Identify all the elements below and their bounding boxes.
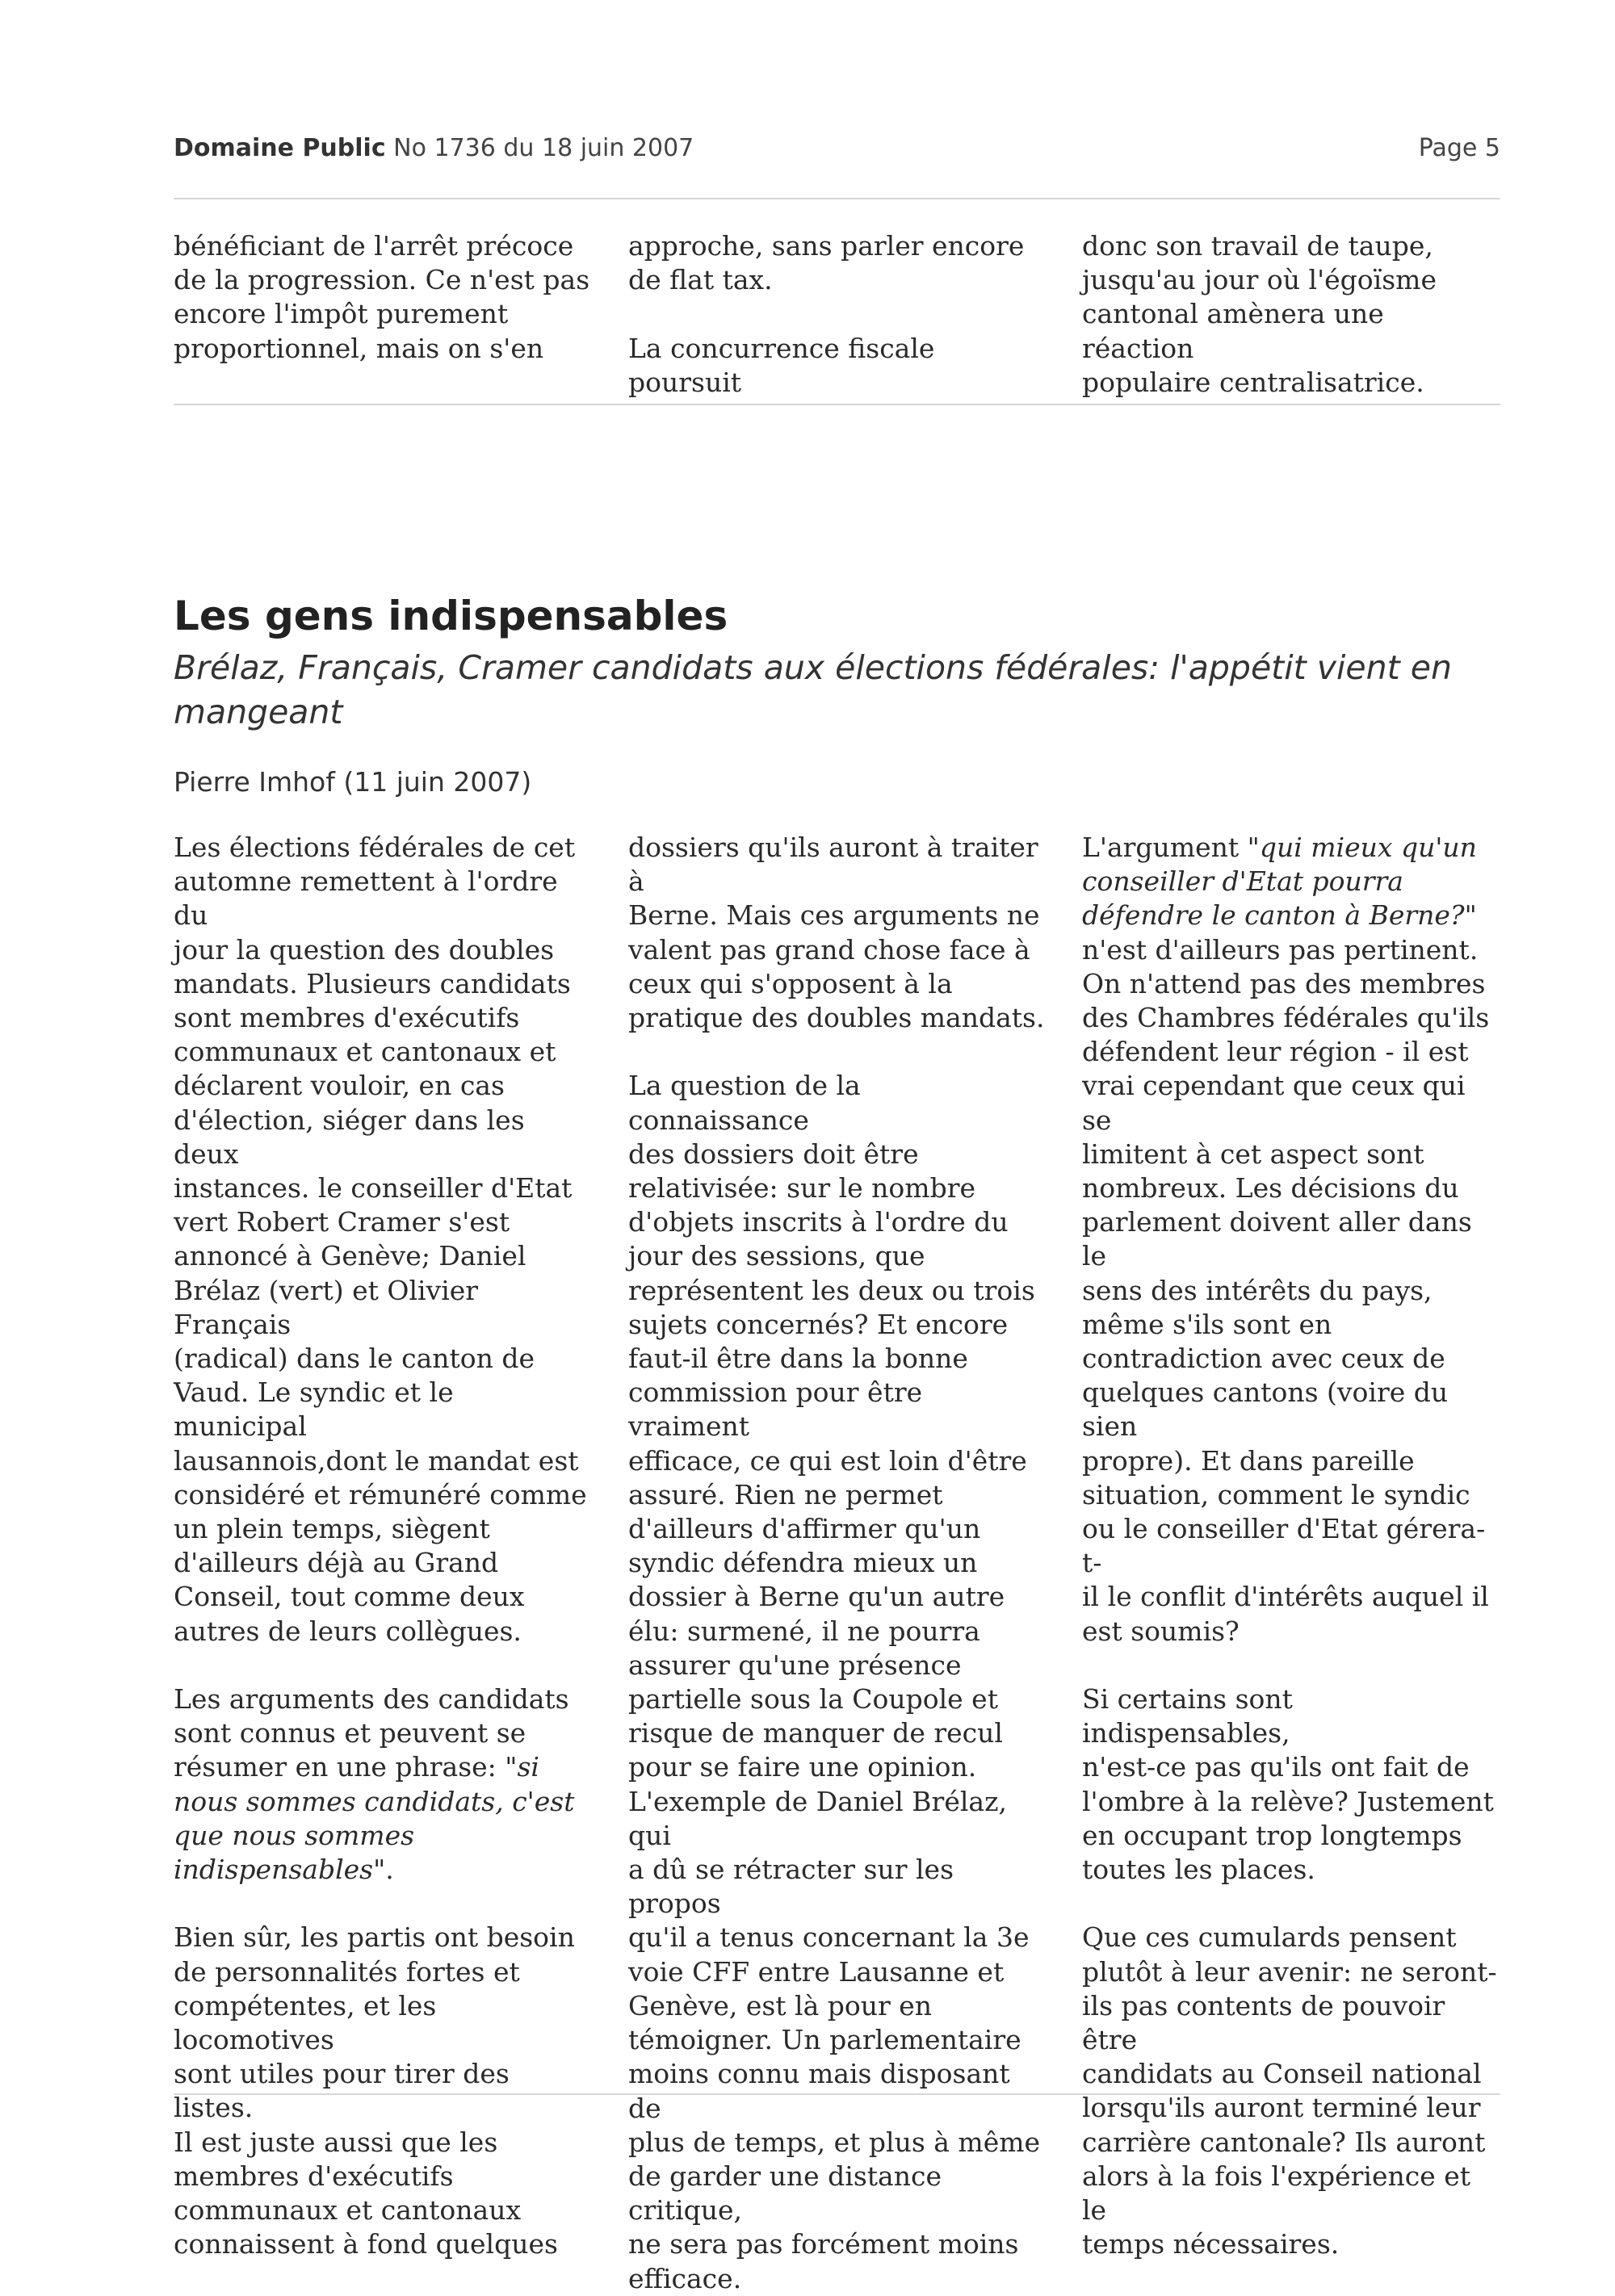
paragraph (1082, 831, 1502, 1649)
previous-article-column-2 (628, 229, 1048, 400)
paragraph: La question de la connaissance des dossiers doit être relativisée: sur le nombre d'objets inscrits à l'ordre du jour des sessions, que représentent les deux ou trois sujets concernés? Et encore faut-il être dans la bonne commission pour être vraiment efficace, ce qui est loin d'être assuré. Rien ne permet d'ailleurs d'affirmer qu'un syndic défendra mieux un dossier à Berne qu'un autre élu: surmené, il ne pourra assurer qu'une présence partielle sous la Coupole et risque de manquer de recul pour se faire une opinion. L'exemple de Daniel Brélaz, qui a dû se rétracter sur les propos qu'il a tenus concernant la 3e voie CFF entre Lausanne et Genève, est là pour en témoigner. Un parlementaire moins connu mais disposant de plus de temps, et plus à même de garder une distance critique, ne sera pas forcément moins efficace. (628, 1070, 1041, 2294)
paragraph: Les élections fédérales de cet automne remettent à l'ordre du jour la question des doubles mandats. Plusieurs candidats sont membres d'exécutifs communaux et cantonaux et déclarent vouloir, en cas d'élection, siéger dans les deux instances. le conseiller d'Etat vert Robert Cramer s'est annoncé à Genève; Daniel Brélaz (vert) et Olivier Français (radical) dans le canton de Vaud. Le syndic et le municipal lausannois,dont le mandat est considéré et rémunéré comme un plein temps, siègent d'ailleurs déjà au Grand Conseil, tout comme deux autres de leurs collègues. (174, 832, 587, 1647)
quote: "qui mieux qu'un conseiller d'Etat pourra défendre le canton à Berne?" (1082, 832, 1477, 932)
paragraph: donc son travail de taupe, jusqu'au jour où l'égoïsme cantonal amènera une réaction populaire centralisatrice. (1082, 230, 1437, 398)
page-number: Page 5 (1418, 134, 1500, 162)
paragraph: bénéficiant de l'arrêt précoce de la progression. Ce n'est pas encore l'impôt purement proportionnel, mais on s'en (174, 230, 590, 364)
quote: "si nous sommes candidats, c'est que nous sommes indispensables" (174, 1751, 575, 1886)
paragraph: approche, sans parler encore de flat tax. (628, 230, 1025, 296)
article-column-2 (628, 831, 1048, 2296)
paragraph-text: . (385, 1854, 394, 1886)
article-column-3 (1082, 831, 1502, 2262)
paragraph: dossiers qu'ils auront à traiter à Berne. Mais ces arguments ne valent pas grand chose face à ceux qui s'opposent à la pratique des doubles mandats. (628, 832, 1045, 1034)
article-byline: Pierre Imhof (11 juin 2007) (174, 766, 532, 798)
paragraph-text: L'argument (1082, 832, 1248, 863)
paragraph: Que ces cumulards pensent plutôt à leur avenir: ne seront- ils pas contents de pouvoir être candidats au Conseil national lorsqu'ils auront terminé leur carrière cantonale? Ils auront alors à la fois l'expérience et le temps nécessaires. (1082, 1921, 1497, 2260)
issue-info: No 1736 du 18 juin 2007 (393, 134, 694, 162)
header-divider (174, 198, 1500, 199)
article-column-1 (174, 831, 594, 2262)
section-divider (174, 404, 1500, 405)
paragraph (174, 1682, 594, 1887)
paragraph: La concurrence fiscale poursuit (628, 332, 935, 398)
paragraph-text: Les arguments des candidats sont connus et peuvent se résumer en une phrase: (174, 1683, 569, 1783)
article-title: Les gens indispensables (174, 593, 728, 639)
article-subtitle (174, 646, 1500, 735)
paragraph: Bien sûr, les partis ont besoin de personnalités fortes et compétentes, et les locomotives sont utiles pour tirer des listes. Il est juste aussi que les membres d'exécutifs communaux et cantonaux connaissent à fond quelques (174, 1921, 575, 2260)
previous-article-column-3 (1082, 229, 1502, 400)
publication-name: Domaine Public (174, 134, 386, 162)
article-subtitle-text: Brélaz, Français, Cramer candidats aux élections fédérales: l'appétit vient en mangeant (174, 648, 1452, 731)
footer-divider (174, 2093, 1500, 2095)
paragraph: Si certains sont indispensables, n'est-ce pas qu'ils ont fait de l'ombre à la relève? Justement en occupant trop longtemps toutes les places. (1082, 1683, 1494, 1886)
paragraph-text: n'est d'ailleurs pas pertinent. On n'attend pas des membres des Chambres fédérales qu'ils défendent leur région - il est vrai cependant que ceux qui se limitent à cet aspect sont nombreux. Les décisions du parlement doivent aller dans le sens des intérêts du pays, même s'ils sont en contradiction avec ceux de quelques cantons (voire du sien propre). Et dans pareille situation, comment le syndic ou le conseiller d'Etat gérera-t- il le conflit d'intérêts auquel il est soumis? (1082, 933, 1490, 1647)
previous-article-column-1 (174, 229, 594, 366)
page-header (174, 134, 1500, 168)
